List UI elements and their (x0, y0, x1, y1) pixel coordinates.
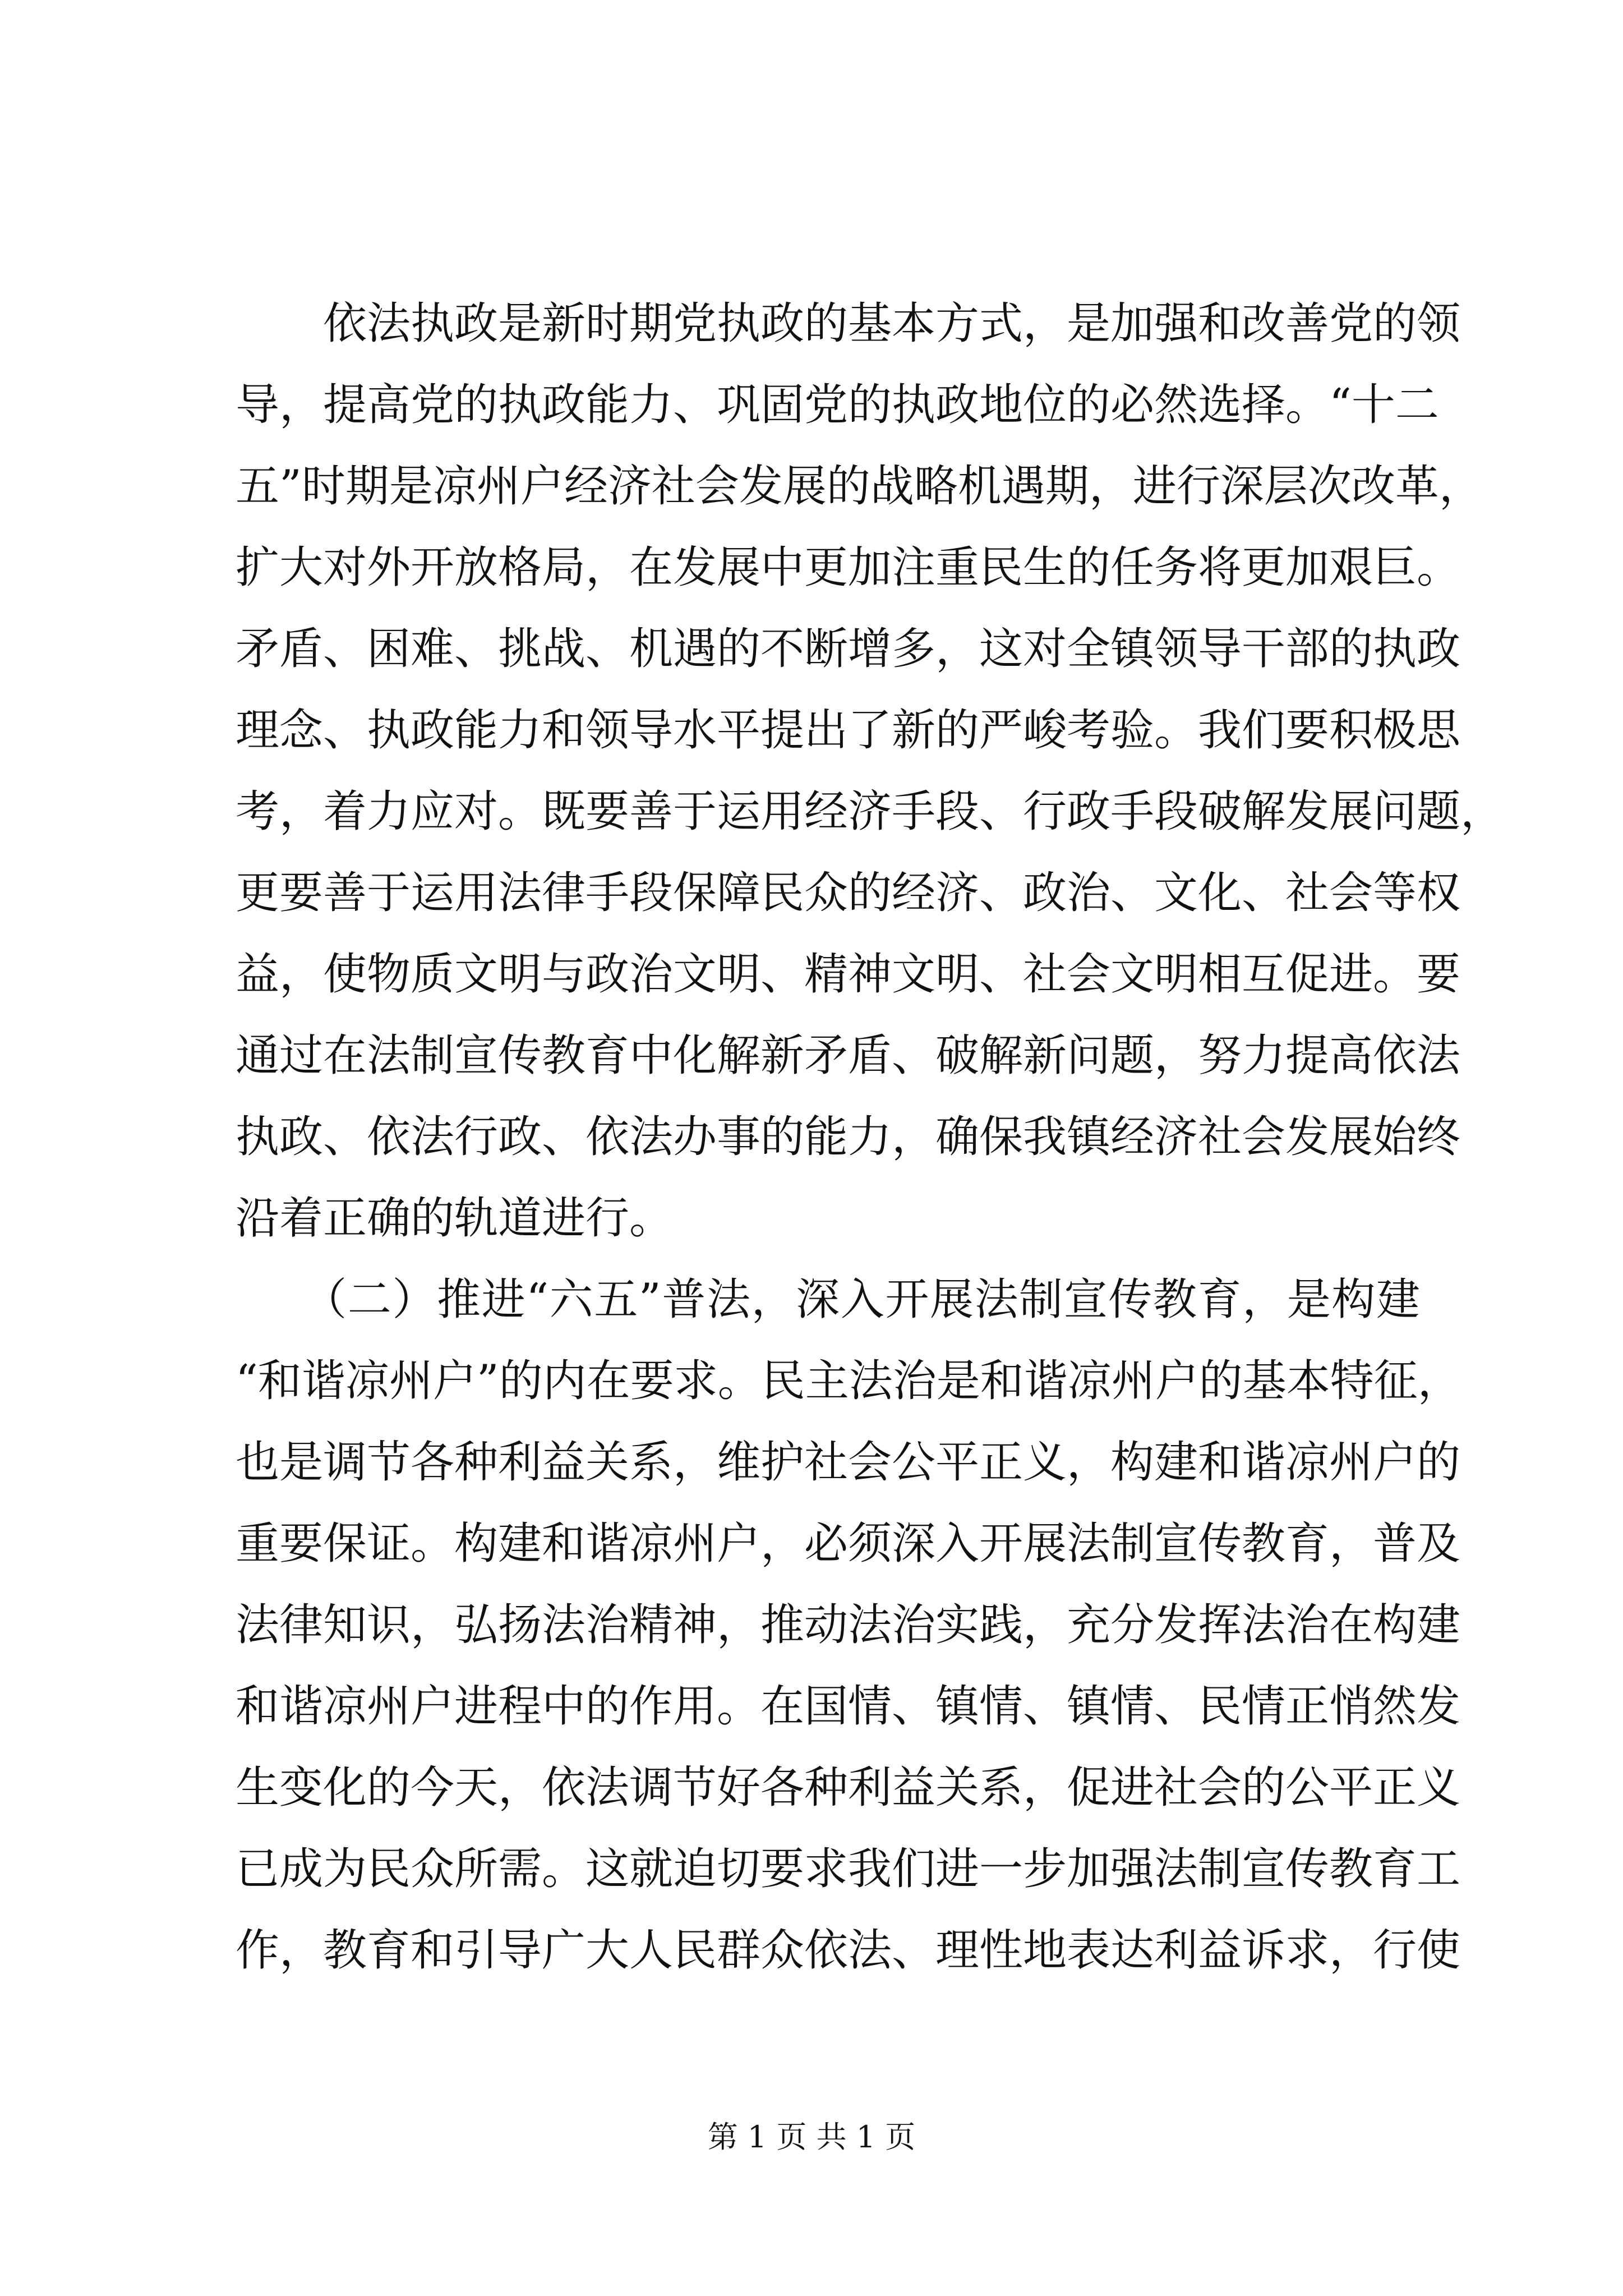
text-line: 理念、执政能力和领导水平提出了新的严峻考验。我们要积极思 (236, 705, 1461, 756)
body-text (236, 283, 1505, 1991)
text-line: 执政、依法行政、依法办事的能力，确保我镇经济社会发展始终 (236, 1112, 1461, 1162)
text-line: 也是调节各种利益关系，维护社会公平正义，构建和谐凉州户的 (236, 1437, 1461, 1488)
text-line: 通过在法制宣传教育中化解新矛盾、破解新问题，努力提高依法 (236, 1030, 1461, 1081)
text-line: 重要保证。构建和谐凉州户，必须深入开展法制宣传教育，普及 (236, 1519, 1461, 1569)
text-line: 扩大对外开放格局，在发展中更加注重民生的任务将更加艰巨。 (236, 542, 1461, 593)
text-line: 五”时期是凉州户经济社会发展的战略机遇期，进行深层次改革， (236, 461, 1483, 512)
text-line: （二）推进“六五”普法，深入开展法制宣传教育，是构建 (236, 1274, 1420, 1325)
text-line: 生变化的今天，依法调节好各种利益关系，促进社会的公平正义 (236, 1763, 1461, 1813)
text-line: 更要善于运用法律手段保障民众的经济、政治、文化、社会等权 (236, 868, 1461, 918)
text-line: 法律知识，弘扬法治精神，推动法治实践，充分发挥法治在构建 (236, 1600, 1461, 1650)
text-line: 依法执政是新时期党执政的基本方式，是加强和改善党的领 (236, 298, 1461, 349)
text-line: 作，教育和引导广大人民群众依法、理性地表达利益诉求，行使 (236, 1925, 1461, 1976)
text-line: 沿着正确的轨道进行。 (236, 1193, 674, 1244)
text-line: 导，提高党的执政能力、巩固党的执政地位的必然选择。“十二 (236, 380, 1439, 430)
text-line: 已成为民众所需。这就迫切要求我们进一步加强法制宣传教育工 (236, 1844, 1461, 1894)
page-footer: 第 1 页 共 1 页 (707, 2119, 916, 2155)
text-line: “和谐凉州户”的内在要求。民主法治是和谐凉州户的基本特征， (236, 1356, 1461, 1406)
text-line: 和谐凉州户进程中的作用。在国情、镇情、镇情、民情正悄然发 (236, 1681, 1461, 1732)
text-line: 益，使物质文明与政治文明、精神文明、社会文明相互促进。要 (236, 949, 1461, 1000)
text-line: 考，着力应对。既要善于运用经济手段、行政手段破解发展问题， (236, 786, 1505, 837)
text-line: 矛盾、困难、挑战、机遇的不断增多，这对全镇领导干部的执政 (236, 624, 1461, 674)
